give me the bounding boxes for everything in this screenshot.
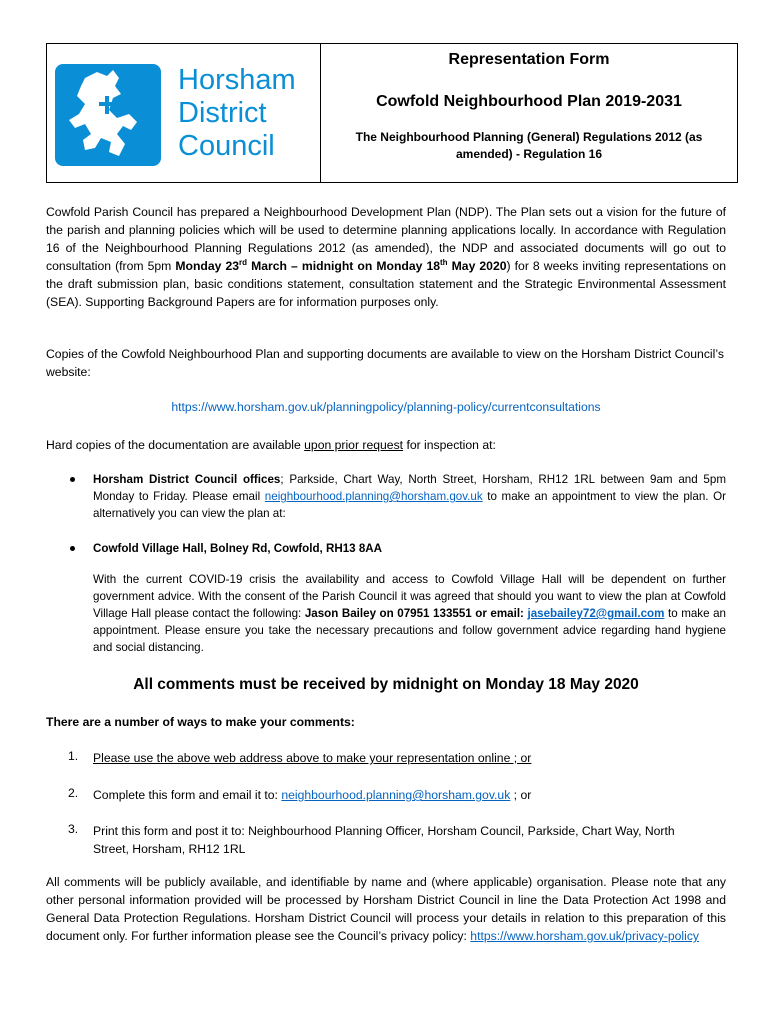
contact-email-link[interactable]: jasebailey72@gmail.com bbox=[527, 607, 665, 620]
intro-paragraph bbox=[46, 203, 726, 311]
village-hall-label: Cowfold Village Hall, Bolney Rd, Cowfold, RH13 8AA bbox=[93, 542, 383, 555]
header-table bbox=[46, 43, 738, 183]
way-email-prefix: Complete this form and email it to: bbox=[93, 788, 282, 802]
way-online: Please use the above web address above to make your representation online ; or bbox=[93, 751, 532, 765]
end-date-sup: th bbox=[440, 257, 448, 267]
contact-details: Jason Bailey on 07951 133551 or email: bbox=[304, 607, 524, 620]
privacy-paragraph bbox=[46, 873, 726, 945]
form-title: Representation Form bbox=[448, 51, 610, 68]
logo-line-1: Horsham bbox=[178, 64, 296, 96]
ways-heading: There are a number of ways to make your comments: bbox=[46, 715, 355, 729]
hdc-email-link[interactable]: neighbourhood.planning@horsham.gov.uk bbox=[264, 490, 483, 503]
plan-title: Cowfold Neighbourhood Plan 2019-2031 bbox=[376, 93, 682, 110]
intro-text-1: Cowfold Parish Council has prepared a Neighbourhood Development Plan (NDP). The Plan sets out a vision for the future of the parish and planning policies which will be used to determine planning applications locally. In accordance with Regulation 16 of the Neighbourhood Planning Regulations 2012 (as amended), the NDP and associated documents will go out to consultation (from 5pm bbox=[46, 205, 726, 273]
hdc-offices-item bbox=[93, 471, 726, 522]
village-hall-item bbox=[93, 540, 726, 557]
hdc-offices-text: ; Parkside, Chart Way, North Street, Horsham, RH12 1RL between 9am and 5pm Monday to Friday. Please email bbox=[93, 473, 726, 503]
hard-copies-prefix: Hard copies of the documentation are available bbox=[46, 438, 305, 452]
regulations-subtitle: The Neighbourhood Planning (General) Regulations 2012 (as amended) - Regulation 16 bbox=[355, 130, 703, 161]
list-number: 2. bbox=[68, 786, 79, 800]
lion-crest-icon bbox=[55, 64, 161, 166]
lion-crest-graphic bbox=[55, 64, 161, 166]
way-post: Print this form and post it to: Neighbourhood Planning Officer, Horsham Council, Parkside, Chart Way, North Street, Horsham, RH12 1RL bbox=[93, 824, 675, 856]
copies-paragraph: Copies of the Cowfold Neighbourhood Plan and supporting documents are available to view on the Horsham District Council’s website: bbox=[46, 347, 724, 379]
logo-line-2: District bbox=[178, 97, 267, 129]
deadline-heading: All comments must be received by midnight on Monday 18 May 2020 bbox=[133, 676, 639, 693]
privacy-text: All comments will be publicly available, and identifiable by name and (where applicable) organisation. Please note that any other personal information provided will be processed by Horsham District Council in line the Data Protection Act 1998 and General Data Protection Regulations. Horsham District Council will process your details in relation to this preparation of this document only. For further information please see the Council’s privacy policy: bbox=[46, 875, 726, 943]
hard-copies-paragraph bbox=[46, 436, 726, 454]
form-email-link[interactable]: neighbourhood.planning@horsham.gov.uk bbox=[281, 788, 511, 802]
bullet-icon bbox=[70, 472, 78, 480]
covid-text: With the current COVID-19 crisis the availability and access to Cowfold Village Hall will be dependent on further government advice. With the consent of the Parish Council it was agreed that should you want to view the plan at Cowfold Village Hall please contact the following: bbox=[93, 573, 726, 620]
hdc-offices-label: Horsham District Council offices bbox=[93, 473, 281, 486]
consultation-link[interactable]: https://www.horsham.gov.uk/planningpolicy/planning-policy/currentconsultations bbox=[171, 400, 601, 414]
title-cell bbox=[321, 44, 737, 182]
start-date-a: Monday 23 bbox=[175, 259, 240, 273]
intro-text-2: ) for 8 weeks inviting representations on the draft submission plan, basic conditions statement, consultation statement and the Strategic Environmental Assessment (SEA). Supporting Background Papers are for information purposes only. bbox=[46, 259, 726, 309]
covid-text-2: to make an appointment. Please ensure you take the necessary precautions and follow government advice regarding hand hygiene and social distancing. bbox=[93, 607, 726, 654]
privacy-policy-link[interactable]: https://www.horsham.gov.uk/privacy-policy bbox=[470, 929, 700, 943]
covid-paragraph bbox=[93, 571, 726, 656]
logo-cell bbox=[47, 44, 321, 182]
hard-copies-suffix: for inspection at: bbox=[403, 438, 496, 452]
logo-line-3: Council bbox=[178, 130, 275, 162]
council-logo-text bbox=[178, 64, 296, 163]
consultation-url-line bbox=[46, 398, 726, 416]
start-date-b: March – midnight on Monday 18 bbox=[247, 259, 441, 273]
end-date-b: May 2020 bbox=[447, 259, 507, 273]
hdc-offices-text-2: to make an appointment to view the plan. Or alternatively you can view the plan at: bbox=[93, 490, 727, 520]
list-number: 3. bbox=[68, 822, 79, 836]
start-date-sup: rd bbox=[239, 257, 248, 267]
list-number: 1. bbox=[68, 749, 79, 763]
prior-request-text: upon prior request bbox=[304, 438, 404, 452]
way-email-suffix: ; or bbox=[510, 788, 532, 802]
bullet-icon bbox=[70, 541, 78, 549]
way-email bbox=[93, 786, 713, 804]
